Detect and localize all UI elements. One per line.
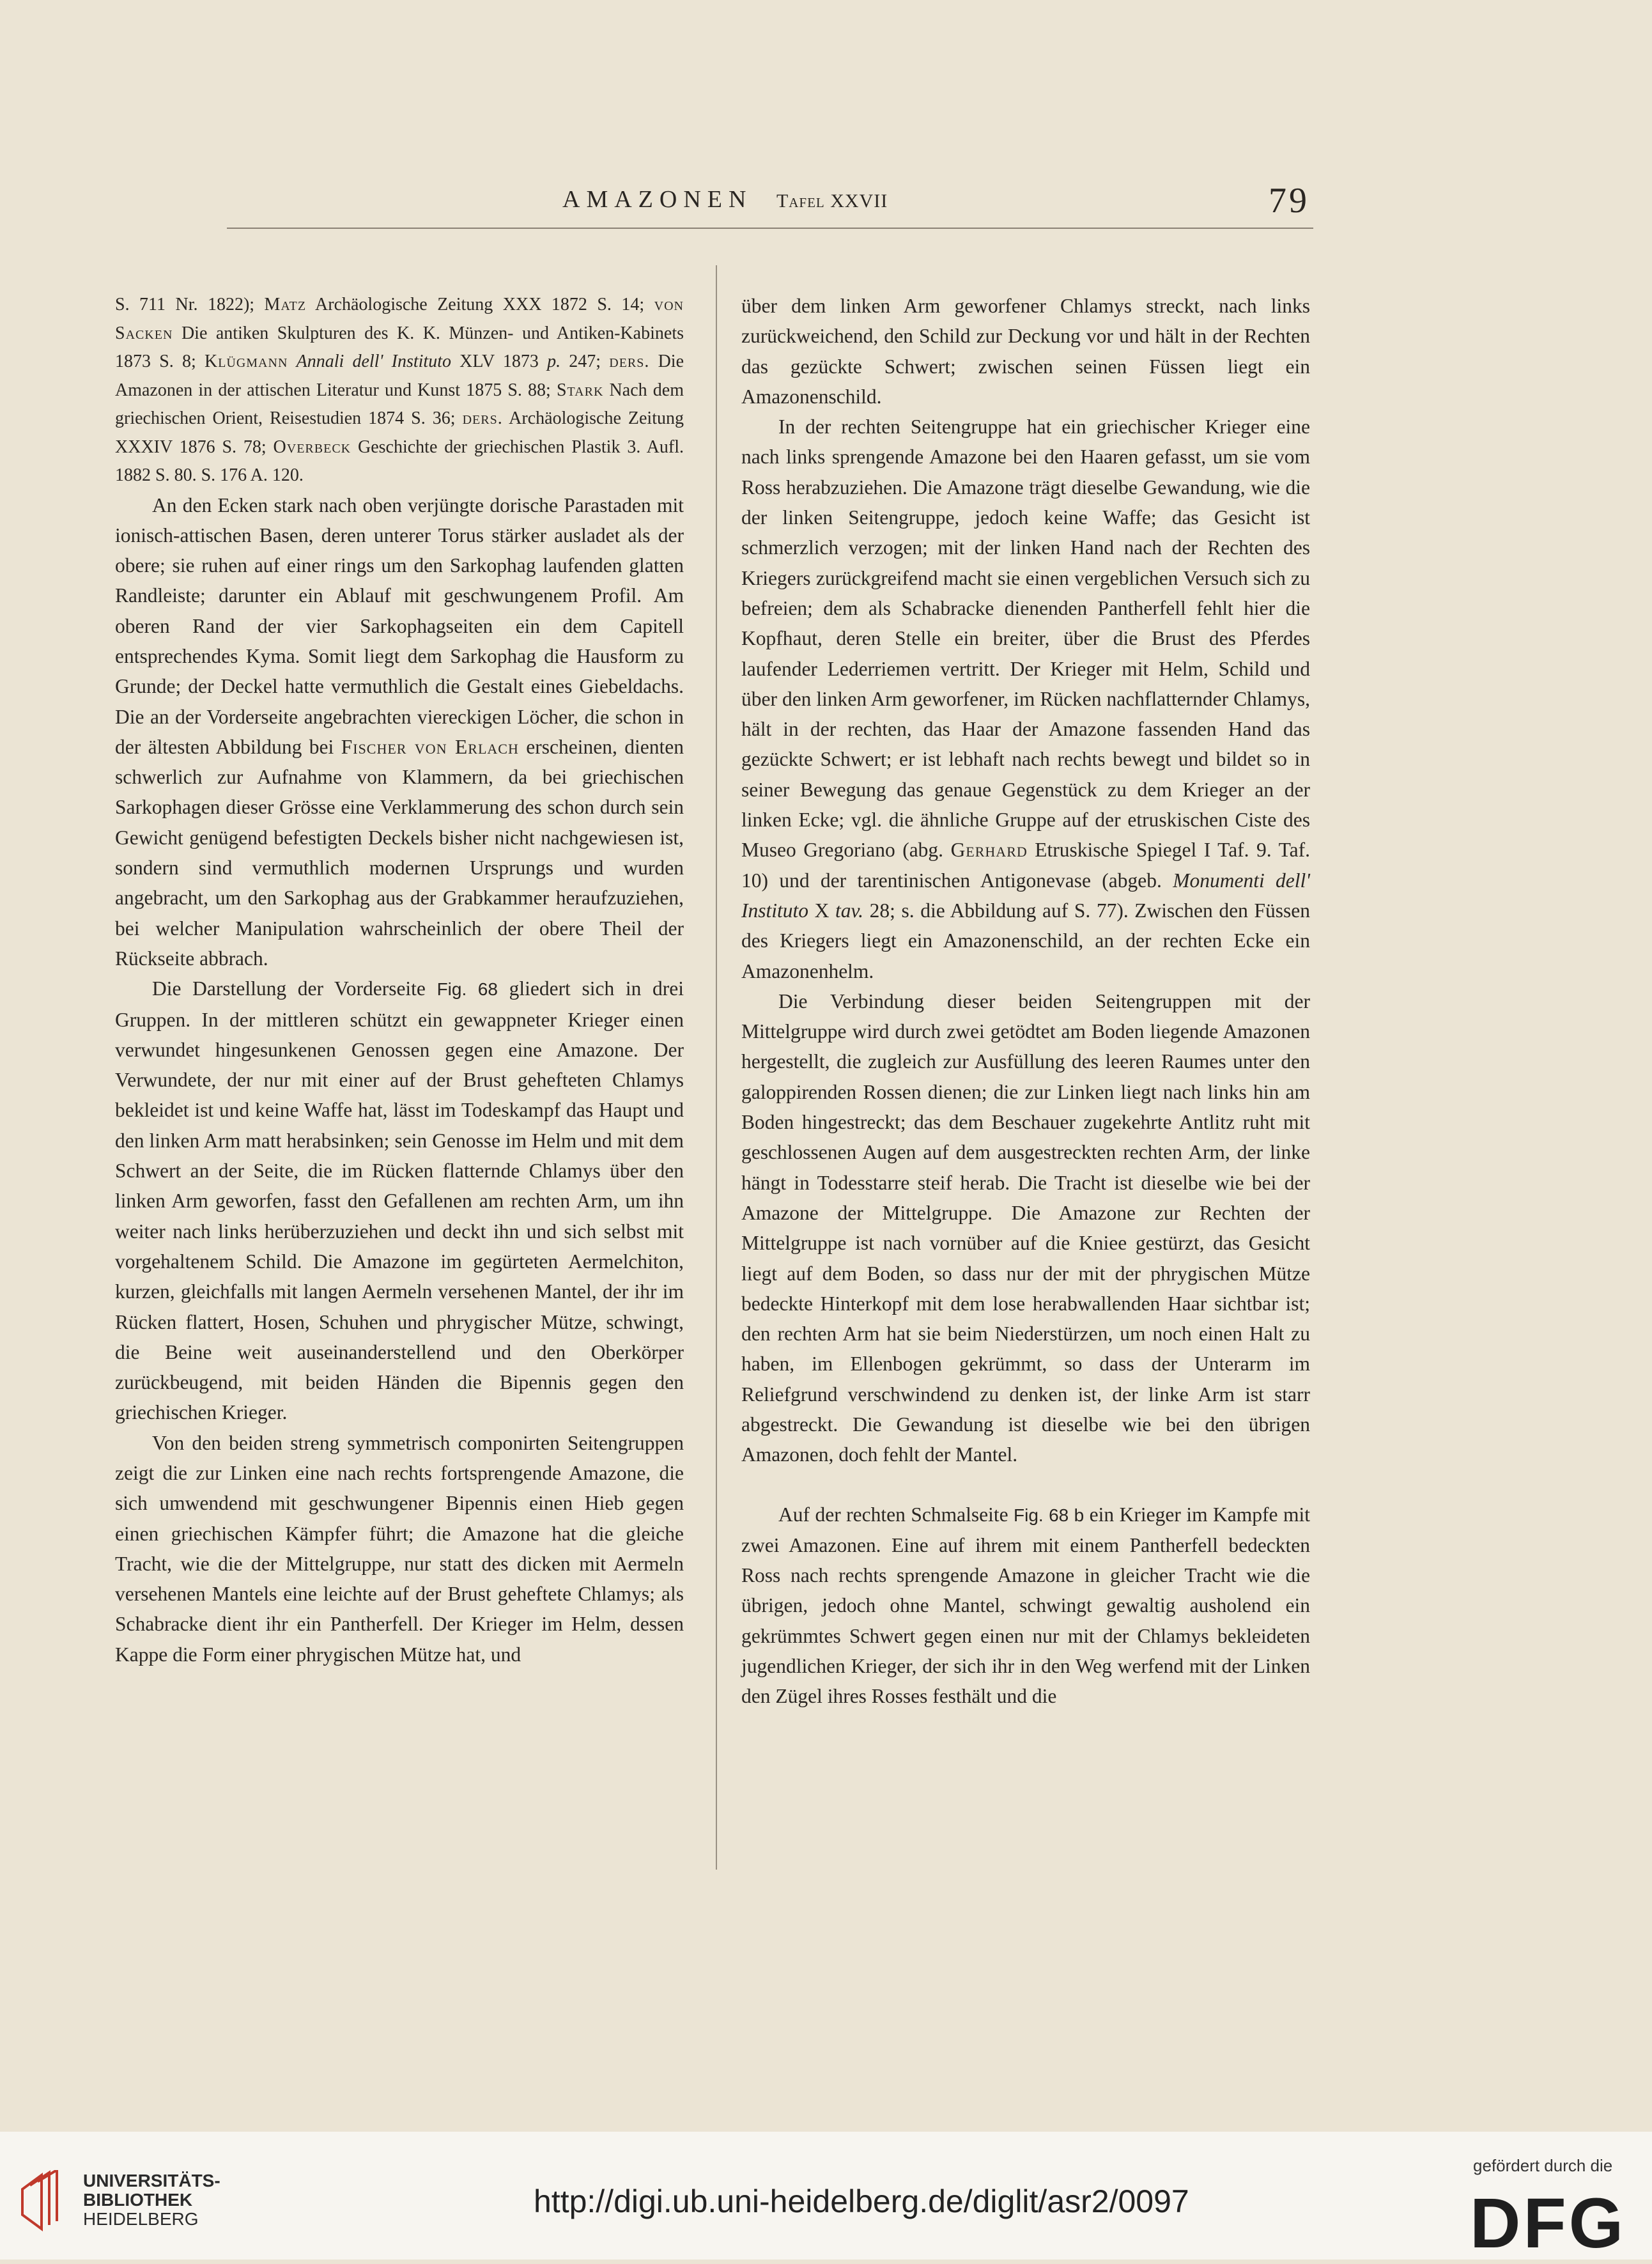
right-column-paragraph	[741, 412, 1310, 986]
text-run: Overbeck	[273, 437, 351, 457]
library-name	[83, 2171, 220, 2229]
library-name-line1: UNIVERSITÄTS-	[83, 2171, 220, 2190]
running-header	[0, 181, 1652, 236]
running-title	[562, 185, 888, 213]
text-run: Die antiken Skulpturen des K. K. Münzen- und Antiken-Kabinets 1873 S. 8;	[115, 323, 684, 371]
text-run: X	[808, 899, 835, 922]
library-name-line2: BIBLIOTHEK	[83, 2190, 193, 2210]
library-name-line3: HEIDELBERG	[83, 2209, 199, 2229]
plate-label: Tafel XXVII	[776, 190, 888, 212]
text-run: Nach dem griechischen Orient, Reisestudien 1874 S. 36;	[115, 380, 684, 428]
permalink-url[interactable]: http://digi.ub.uni-heidelberg.de/diglit/asr2/0097	[534, 2183, 1189, 2219]
text-run: erscheinen, dienten schwerlich zur Aufnahme von Klammern, da bei griechischen Sarkophagen dieser Grösse eine Verklammerung des schon durch sein Gewicht genügend befestigten Deckels bisher nicht nachgewiesen ist, sondern sind vermuthlich modernen Ursprungs und wurden angebracht, um den Sarkophag aus der Grabkammer heraufzuziehen, bei welcher Manipulation wahrscheinlich der obere Theil der Rückseite abbrach.	[115, 735, 684, 970]
left-column-paragraph	[115, 1428, 684, 1670]
text-run: ein Krieger im Kampfe mit zwei Amazonen. Eine auf ihrem mit einem Pantherfell bedeckten Ross nach rechts sprengende Amazone in gleicher Tracht wie die übrigen, jedoch ohne Mantel, schwingt gewaltig ausholend ein gekrümmtes Schwert gegen einen nur mit der Chlamys bekleideten jugendlichen Krieger, der sich ihr in den Weg werfend mit der Linken den Zügel ihres Rosses festhält und die	[741, 1503, 1310, 1708]
text-run: ders.	[609, 352, 650, 371]
text-run: An den Ecken stark nach oben verjüngte dorische Parastaden mit ionisch-attischen Basen, deren unterer Torus stärker ausladet als der obere; sie ruhen auf einer rings um den Sarkophag laufenden glatten Randleiste; darunter ein Ablauf mit geschwungenem Profil. Am oberen Rand der vier Sarkophagseiten ein dem Capitell entsprechendes Kyma. Somit liegt dem Sarkophag die Hausform zu Grunde; der Deckel hatte vermuthlich die Gestalt eines Giebeldachs. Die an der Vorderseite angebrachten viereckigen Löcher, die schon in der ältesten Abbildung bei	[115, 493, 684, 758]
text-run: gliedert sich in drei Gruppen. In der mittleren schützt ein gewappneter Krieger einen verwundet hingesunkenen Genossen gegen eine Amazone. Der Verwundete, der nur mit einer auf der Brust gehefteten Chlamys bekleidet ist und keine Waffe hat, lässt im Todeskampf das Haupt und den linken Arm matt herabsinken; sein Genosse im Helm und mit dem Schwert an der Seite, die im Rücken flatternde Chlamys über den linken Arm geworfen, fasst den Gefallenen am rechten Arm, um ihn weiter nach links herüberzuziehen und deckt ihn und sich selbst mit vorgehaltenem Schild. Die Amazone im gegürteten Aermelchiton, kurzen, gleichfalls mit langen Aermeln versehenen Mantel, der ihr im Rücken flattert, Hosen, Schuhen und phrygischer Mütze, schwingt, die Beine weit auseinanderstellend und den Oberkörper zurückbeugend, mit beiden Händen die Bipennis gegen den griechischen Krieger.	[115, 977, 684, 1424]
text-run: Archäologische Zeitung XXX 1872 S. 14;	[306, 295, 654, 314]
text-run: 28; s. die Abbildung auf S. 77). Zwischen den Füssen des Kriegers liegt ein Amazonenschild, an der rechten Ecke ein Amazonenhelm.	[741, 899, 1310, 982]
text-run: Auf der rechten Schmalseite	[778, 1503, 1014, 1526]
text-run: ders.	[462, 408, 503, 428]
right-column	[741, 291, 1310, 1712]
text-run: Stark	[556, 380, 604, 400]
text-run: Annali dell' Instituto	[296, 352, 451, 371]
text-run: In der rechten Seitengruppe hat ein griechischer Krieger eine nach links sprengende Amazone bei den Haaren gefasst, um sie vom Ross herabzuziehen. Die Amazone trägt dieselbe Gewandung, wie die der linken Seitengruppe, jedoch keine Waffe; das Gesicht ist schmerzlich verzogen; mit der linken Hand nach der Rechten des Kriegers zurückgreifend macht sie einen vergeblichen Versuch sich zu befreien; dem als Schabracke dienenden Pantherfell fehlt hier die Kopfhaut, deren Stelle ein breiter, über die Brust des Pferdes laufender Lederriemen vertritt. Der Krieger mit Helm, Schild und über den linken Arm geworfener, im Rücken nachflatternder Chlamys, hält in der rechten, das Haar der Amazone fassenden Hand das gezückte Schwert; er ist lebhaft nach rechts bewegt und bildet so in seiner Bewegung das genaue Gegenstück zu dem Krieger an der linken Ecke; vgl. die ähnliche Gruppe auf der etruskischen Ciste des Museo Gregoriano (abg.	[741, 415, 1310, 862]
funded-by-label: gefördert durch die	[1473, 2156, 1613, 2175]
text-run: Fig. 68	[436, 979, 498, 1000]
text-run: p.	[547, 352, 561, 371]
header-rule	[227, 228, 1313, 229]
text-run: Fischer von Erlach	[341, 735, 519, 758]
left-column	[115, 291, 684, 1670]
text-run	[288, 352, 296, 371]
left-column-paragraph	[115, 973, 684, 1427]
left-column-paragraph	[115, 291, 684, 490]
text-run: Klügmann	[204, 352, 288, 371]
text-run: Die Darstellung der Vorderseite	[152, 977, 437, 1000]
footer-bar	[0, 2132, 1652, 2263]
text-run: XLV 1873	[451, 352, 548, 371]
text-run: Gerhard	[950, 839, 1028, 862]
right-column-paragraph	[741, 986, 1310, 1470]
left-column-paragraph	[115, 490, 684, 974]
text-run: Fig. 68 b	[1014, 1505, 1085, 1525]
page-number: 79	[1269, 181, 1309, 221]
running-title-text: AMAZONEN	[562, 186, 753, 213]
column-divider	[716, 265, 717, 1870]
text-run: Etruskische Spiegel I Taf. 9. Taf. 10) und der tarentinischen Antigonevase (abgeb.	[741, 839, 1310, 892]
text-run: 247;	[560, 352, 610, 371]
right-column-paragraph	[741, 291, 1310, 412]
text-run: Monumenti dell' Instituto	[741, 869, 1310, 922]
text-run: Von den beiden streng symmetrisch componirten Seitengruppen zeigt die zur Linken eine nach rechts fortsprengende Amazone, die sich umwendend mit geschwungener Bipennis einen Hieb gegen einen griechischen Kämpfer führt; die Amazone hat die gleiche Tracht, wie die der Mittelgruppe, nur statt des dicken mit Aermeln versehenen Mantels eine leichte auf der Brust geheftete Chlamys; als Schabracke dient ihr ein Pantherfell. Der Krieger im Helm, dessen Kappe die Form einer phrygischen Mütze hat, und	[115, 1431, 684, 1666]
text-run: über dem linken Arm geworfener Chlamys streckt, nach links zurückweichend, den Schild zur Deckung vor und hält in der Rechten das gezückte Schwert; zwischen seinen Füssen liegt ein Amazonenschild.	[741, 295, 1310, 408]
text-run: S. 711 Nr. 1822);	[115, 295, 265, 314]
text-run: Geschichte der griechischen Plastik 3. Aufl. 1882 S. 80. S. 176 A. 120.	[115, 437, 684, 485]
text-run: tav.	[835, 899, 864, 922]
text-run: von Sacken	[115, 295, 684, 343]
right-column-paragraph	[741, 1500, 1310, 1712]
text-run: Matz	[264, 295, 307, 314]
text-run: Archäologische Zeitung XXXIV 1876 S. 78;	[115, 408, 684, 457]
text-run: Die Verbindung dieser beiden Seitengruppen mit der Mittelgruppe wird durch zwei getödtet am Boden liegende Amazonen hergestellt, die zugleich zur Ausfüllung des leeren Raumes unter den galoppirenden Rossen dienen; die zur Linken liegt nach links hin am Boden hingestreckt; das dem Beschauer zugekehrte Antlitz ruht mit geschlossenen Augen auf dem ausgestreckten rechten Arm, der linke hängt in Todesstarre steif herab. Die Tracht ist dieselbe wie bei der Amazone der Mittelgruppe. Die Amazone zur Rechten der Mittelgruppe ist nach vornüber auf die Kniee gestürzt, das Gesicht liegt auf dem Boden, so dass nur der mit der phrygischen Mütze bedeckte Hinterkopf mit dem lose herabwallenden Haar sichtbar ist; den rechten Arm hat sie beim Niederstürzen, um noch einen Halt zu haben, im Ellenbogen gekrümmt, so dass der Unterarm im Reliefgrund verschwindend zu denken ist, der linke Arm ist starr abgestreckt. Die Gewandung ist dieselbe wie bei den übrigen Amazonen, doch fehlt der Mantel.	[741, 989, 1310, 1466]
library-logo-icon	[16, 2170, 75, 2234]
text-run: Die Amazonen in der attischen Literatur und Kunst 1875 S. 88;	[115, 352, 684, 400]
dfg-logo: DFG	[1470, 2184, 1626, 2263]
